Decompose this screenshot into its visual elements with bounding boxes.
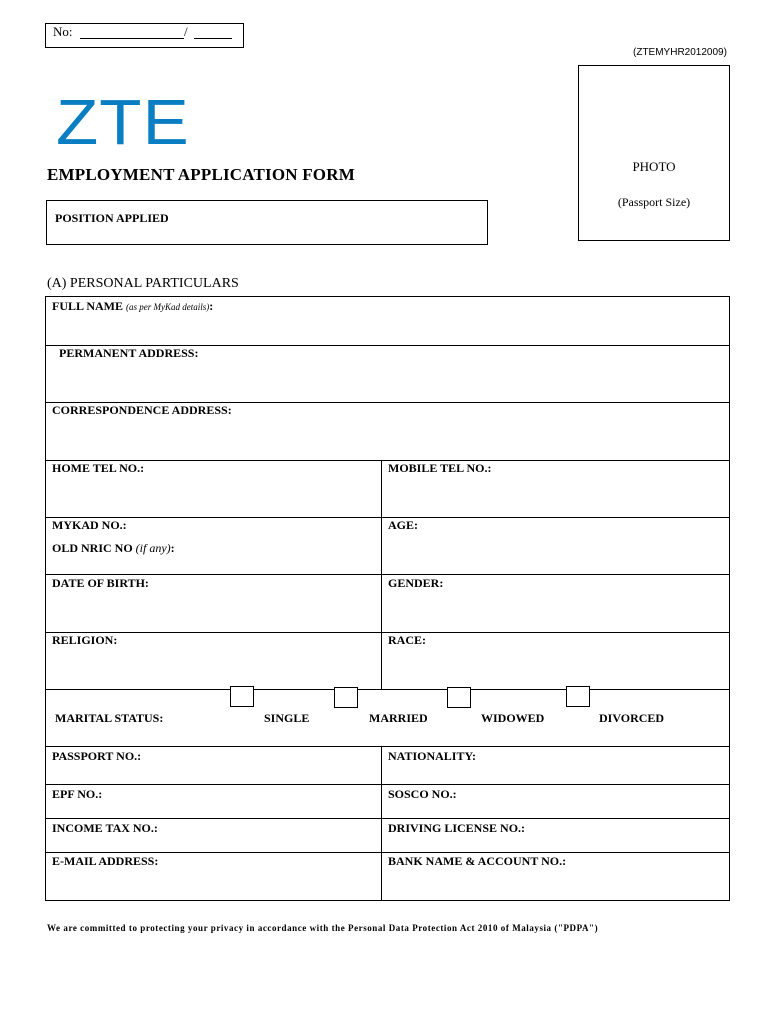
row-divider xyxy=(45,852,730,853)
zte-logo: ZTE xyxy=(56,86,190,158)
correspondence-address-field[interactable] xyxy=(52,403,722,457)
email-label: E-MAIL ADDRESS: xyxy=(52,854,159,868)
ref-no-label: No: xyxy=(53,24,73,39)
row-divider xyxy=(45,689,730,690)
permanent-address-field[interactable] xyxy=(59,346,719,400)
column-divider xyxy=(381,746,382,901)
income-tax-field[interactable] xyxy=(52,821,377,849)
home-tel-field[interactable] xyxy=(52,461,377,515)
gender-field[interactable] xyxy=(388,576,723,630)
divorced-checkbox[interactable] xyxy=(566,686,590,707)
old-nric-label: OLD NRIC NO xyxy=(52,541,133,555)
email-field[interactable] xyxy=(52,854,377,898)
bank-account-field[interactable] xyxy=(388,854,723,898)
photo-title: PHOTO xyxy=(632,159,676,174)
mobile-tel-field[interactable] xyxy=(388,461,723,515)
section-a-heading: (A) PERSONAL PARTICULARS xyxy=(47,276,239,291)
socso-label: SOSCO NO.: xyxy=(388,787,457,801)
epf-label: EPF NO.: xyxy=(52,787,103,801)
epf-field[interactable] xyxy=(52,787,377,815)
correspondence-address-label: CORRESPONDENCE ADDRESS: xyxy=(52,403,232,417)
nationality-field[interactable] xyxy=(388,749,723,781)
full-name-note: (as per MyKad details) xyxy=(126,302,210,312)
column-divider xyxy=(381,460,382,690)
photo-box[interactable] xyxy=(578,65,730,241)
mykad-label: MYKAD NO.: xyxy=(52,518,127,532)
bank-account-label: BANK NAME & ACCOUNT NO.: xyxy=(388,854,567,868)
photo-subtitle: (Passport Size) xyxy=(617,195,691,209)
mobile-tel-label: MOBILE TEL NO.: xyxy=(388,461,492,475)
row-divider xyxy=(45,574,730,575)
age-field[interactable] xyxy=(388,518,723,572)
position-applied-label: POSITION APPLIED xyxy=(55,211,169,225)
race-field[interactable] xyxy=(388,633,723,687)
privacy-note: We are committed to protecting your privacy in accordance with the Personal Data Protection Act 2010 of Malaysia ("PDPA") xyxy=(47,923,599,933)
single-option-label: SINGLE xyxy=(264,711,310,725)
form-code: (ZTEMYHR2012009) xyxy=(633,47,727,58)
age-label: AGE: xyxy=(388,518,418,532)
home-tel-label: HOME TEL NO.: xyxy=(52,461,145,475)
gender-label: GENDER: xyxy=(388,576,444,590)
income-tax-label: INCOME TAX NO.: xyxy=(52,821,158,835)
mykad-field[interactable] xyxy=(52,518,377,572)
married-checkbox[interactable] xyxy=(334,687,358,708)
nationality-label: NATIONALITY: xyxy=(388,749,477,763)
ref-no-separator: / xyxy=(184,24,188,39)
old-nric-note: (if any) xyxy=(135,541,171,555)
religion-field[interactable] xyxy=(52,633,377,687)
race-label: RACE: xyxy=(388,633,426,647)
full-name-colon: : xyxy=(209,299,214,313)
full-name-label: FULL NAME xyxy=(52,299,124,313)
row-divider xyxy=(45,818,730,819)
reference-number-box xyxy=(45,23,244,48)
form-title: EMPLOYMENT APPLICATION FORM xyxy=(47,165,355,184)
position-applied-box[interactable] xyxy=(46,200,488,245)
old-nric-row xyxy=(52,541,377,556)
divorced-option-label: DIVORCED xyxy=(599,711,665,725)
date-of-birth-field[interactable] xyxy=(52,576,377,630)
socso-field[interactable] xyxy=(388,787,723,815)
row-divider xyxy=(45,746,730,747)
row-divider xyxy=(45,784,730,785)
passport-label: PASSPORT NO.: xyxy=(52,749,142,763)
driving-license-label: DRIVING LICENSE NO.: xyxy=(388,821,526,835)
ref-no-year-field[interactable] xyxy=(194,27,232,39)
single-checkbox[interactable] xyxy=(230,686,254,707)
married-option-label: MARRIED xyxy=(369,711,428,725)
marital-status-label: MARITAL STATUS: xyxy=(55,711,164,725)
permanent-address-label: PERMANENT ADDRESS: xyxy=(59,346,199,360)
widowed-checkbox[interactable] xyxy=(447,687,471,708)
widowed-option-label: WIDOWED xyxy=(481,711,545,725)
old-nric-colon: : xyxy=(170,541,175,555)
full-name-field[interactable] xyxy=(52,299,722,343)
driving-license-field[interactable] xyxy=(388,821,723,849)
ref-no-field[interactable] xyxy=(80,27,184,39)
religion-label: RELIGION: xyxy=(52,633,118,647)
date-of-birth-label: DATE OF BIRTH: xyxy=(52,576,149,590)
passport-field[interactable] xyxy=(52,749,377,781)
